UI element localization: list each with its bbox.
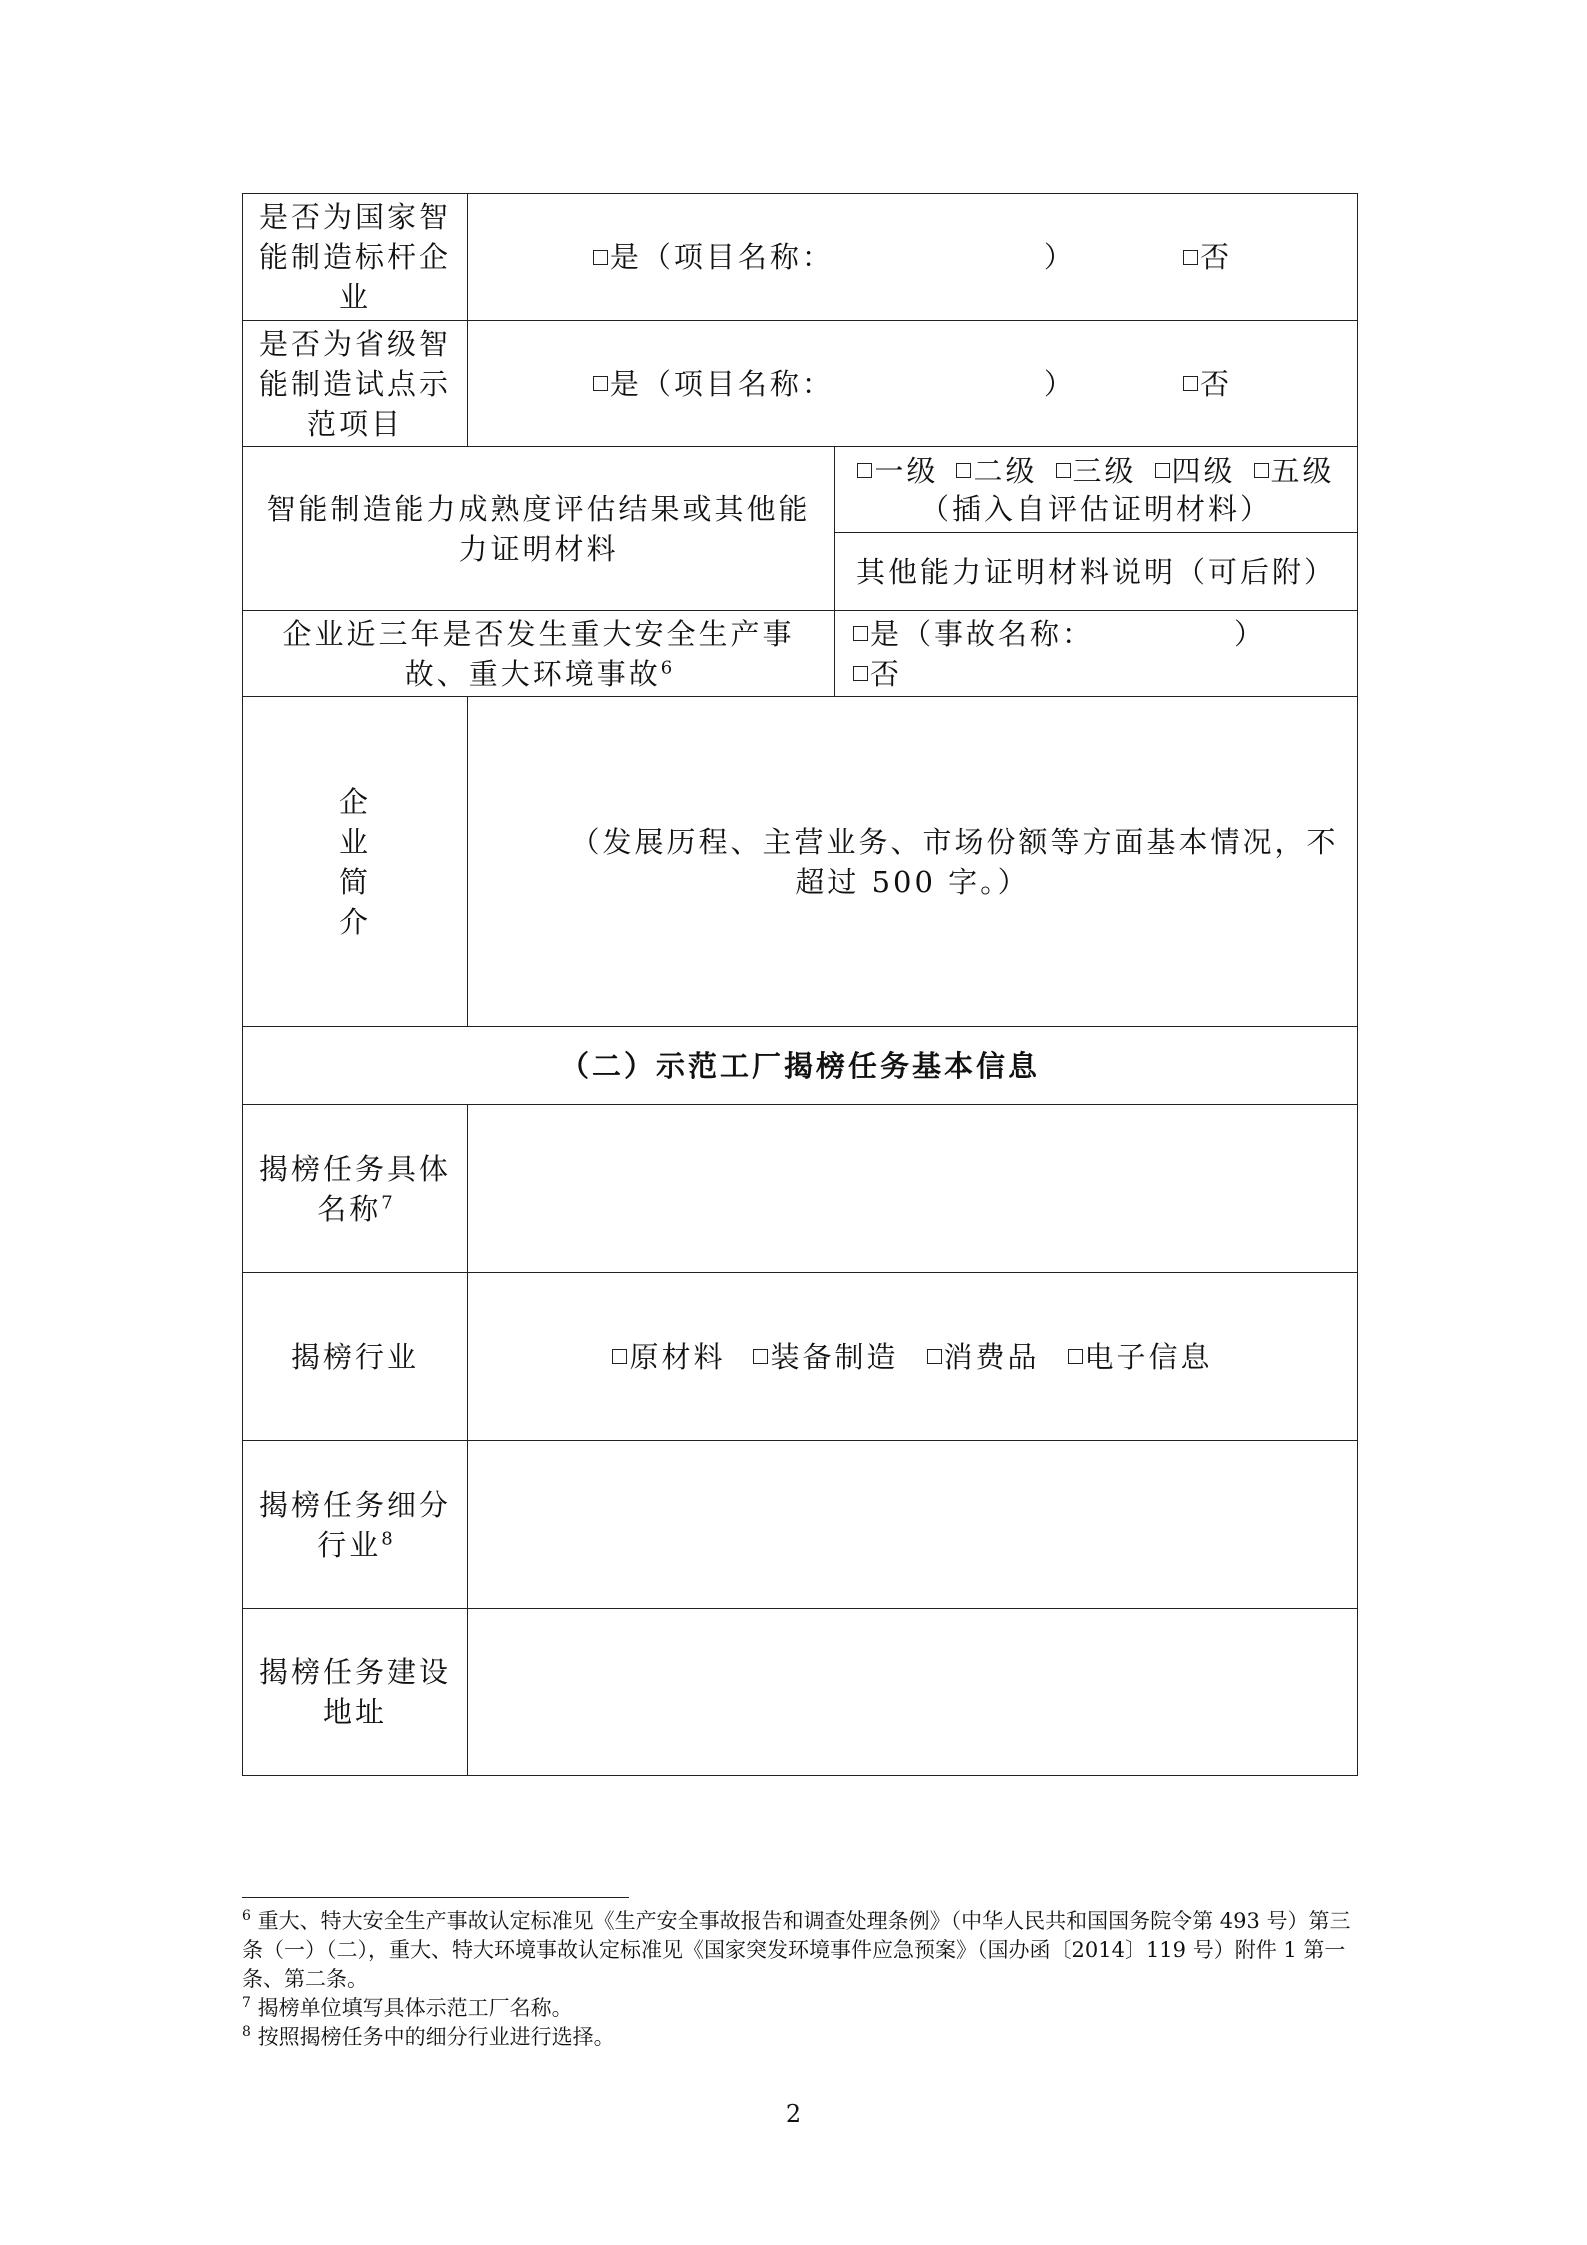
footnote-8: $^8$ 按照揭榜任务中的细分行业进行选择。 — [242, 2024, 615, 2049]
footnote-6: $^6$ 重大、特大安全生产事故认定标准见《生产安全事故报告和调查处理条例》（中华人民共和国国务院令第 493 号）第三条（一）（二），重大、特大环境事故认定标准见《国家突发环境事件应急预案》（国办函〔2014〕119 号）附件 1 第一条、第二条。 — [242, 1908, 1351, 1991]
level-3-option[interactable]: 三级 — [1056, 454, 1137, 488]
national-benchmark-no-option[interactable]: 否 — [1183, 240, 1232, 274]
page-number: 2 — [785, 2100, 802, 2128]
provincial-pilot-no-option[interactable]: 否 — [1183, 367, 1232, 401]
checkbox-icon[interactable] — [853, 666, 868, 681]
level-5-option[interactable]: 五级 — [1254, 454, 1335, 488]
company-intro-field[interactable]: （发展历程、主营业务、市场份额等方面基本情况，不超过 500 字。） — [468, 697, 1358, 1027]
checkbox-icon[interactable] — [956, 463, 971, 478]
level-2-option[interactable]: 二级 — [956, 454, 1037, 488]
checkbox-icon[interactable] — [612, 1349, 627, 1364]
level-1-option[interactable]: 一级 — [857, 454, 938, 488]
national-benchmark-label: 是否为国家智能制造标杆企业 — [243, 194, 468, 321]
row-provincial-pilot — [243, 321, 1358, 447]
maturity-other-note: 其他能力证明材料说明（可后附） — [835, 533, 1358, 611]
national-benchmark-yes-option[interactable]: 是（项目名称： ） — [593, 240, 1076, 274]
row-sub-industry — [243, 1441, 1358, 1609]
checkbox-icon[interactable] — [853, 626, 868, 641]
sub-industry-field[interactable] — [468, 1441, 1358, 1609]
checkbox-icon[interactable] — [1254, 463, 1269, 478]
row-industry — [243, 1273, 1358, 1441]
task-name-label: 揭榜任务具体名称$^7$ — [243, 1105, 468, 1273]
footnote-7: $^7$ 揭榜单位填写具体示范工厂名称。 — [242, 1995, 573, 2020]
checkbox-icon[interactable] — [753, 1349, 768, 1364]
checkbox-icon[interactable] — [593, 250, 608, 265]
industry-electronics-option[interactable]: 电子信息 — [1068, 1340, 1213, 1374]
row-section2-header — [243, 1027, 1358, 1105]
provincial-pilot-label: 是否为省级智能制造试点示范项目 — [243, 321, 468, 447]
footnote-divider — [242, 1897, 629, 1898]
checkbox-icon[interactable] — [593, 376, 608, 391]
checkbox-icon[interactable] — [1183, 376, 1198, 391]
industry-raw-materials-option[interactable]: 原材料 — [612, 1340, 725, 1374]
footnote-ref-6: 6 — [660, 656, 673, 678]
provincial-pilot-options — [468, 321, 1358, 447]
industry-equipment-option[interactable]: 装备制造 — [753, 1340, 898, 1374]
checkbox-icon[interactable] — [857, 463, 872, 478]
section2-title: （二）示范工厂揭榜任务基本信息 — [243, 1027, 1358, 1105]
application-form-table — [242, 193, 1358, 1776]
address-label: 揭榜任务建设地址 — [243, 1609, 468, 1776]
task-name-field[interactable] — [468, 1105, 1358, 1273]
maturity-levels-note: （插入自评估证明材料） — [920, 491, 1273, 526]
level-4-option[interactable]: 四级 — [1155, 454, 1236, 488]
row-maturity-levels — [243, 447, 1358, 533]
row-national-benchmark — [243, 194, 1358, 321]
company-intro-label: 企 业 简 介 — [243, 697, 468, 1027]
address-field[interactable] — [468, 1609, 1358, 1776]
accident-yes-option[interactable]: 是（事故名称： ） — [853, 617, 1266, 651]
sub-industry-label: 揭榜任务细分行业$^8$ — [243, 1441, 468, 1609]
accident-options — [835, 611, 1358, 697]
industry-options — [468, 1273, 1358, 1441]
row-address — [243, 1609, 1358, 1776]
accident-label: 企业近三年是否发生重大安全生产事故、重大环境事故$^6$ — [243, 611, 835, 697]
footnote-ref-7: 7 — [381, 1191, 393, 1213]
maturity-label: 智能制造能力成熟度评估结果或其他能力证明材料 — [243, 447, 835, 611]
footnote-ref-8: 8 — [381, 1527, 393, 1549]
checkbox-icon[interactable] — [1068, 1349, 1083, 1364]
row-accident — [243, 611, 1358, 697]
national-benchmark-options — [468, 194, 1358, 321]
accident-no-option[interactable]: 否 — [853, 657, 902, 691]
row-task-name — [243, 1105, 1358, 1273]
checkbox-icon[interactable] — [1183, 250, 1198, 265]
footnotes — [242, 1907, 1357, 2052]
industry-consumer-goods-option[interactable]: 消费品 — [927, 1340, 1040, 1374]
checkbox-icon[interactable] — [1155, 463, 1170, 478]
maturity-levels-cell — [835, 447, 1358, 533]
provincial-pilot-yes-option[interactable]: 是（项目名称： ） — [593, 367, 1076, 401]
checkbox-icon[interactable] — [927, 1349, 942, 1364]
row-company-intro — [243, 697, 1358, 1027]
industry-label: 揭榜行业 — [243, 1273, 468, 1441]
checkbox-icon[interactable] — [1056, 463, 1071, 478]
